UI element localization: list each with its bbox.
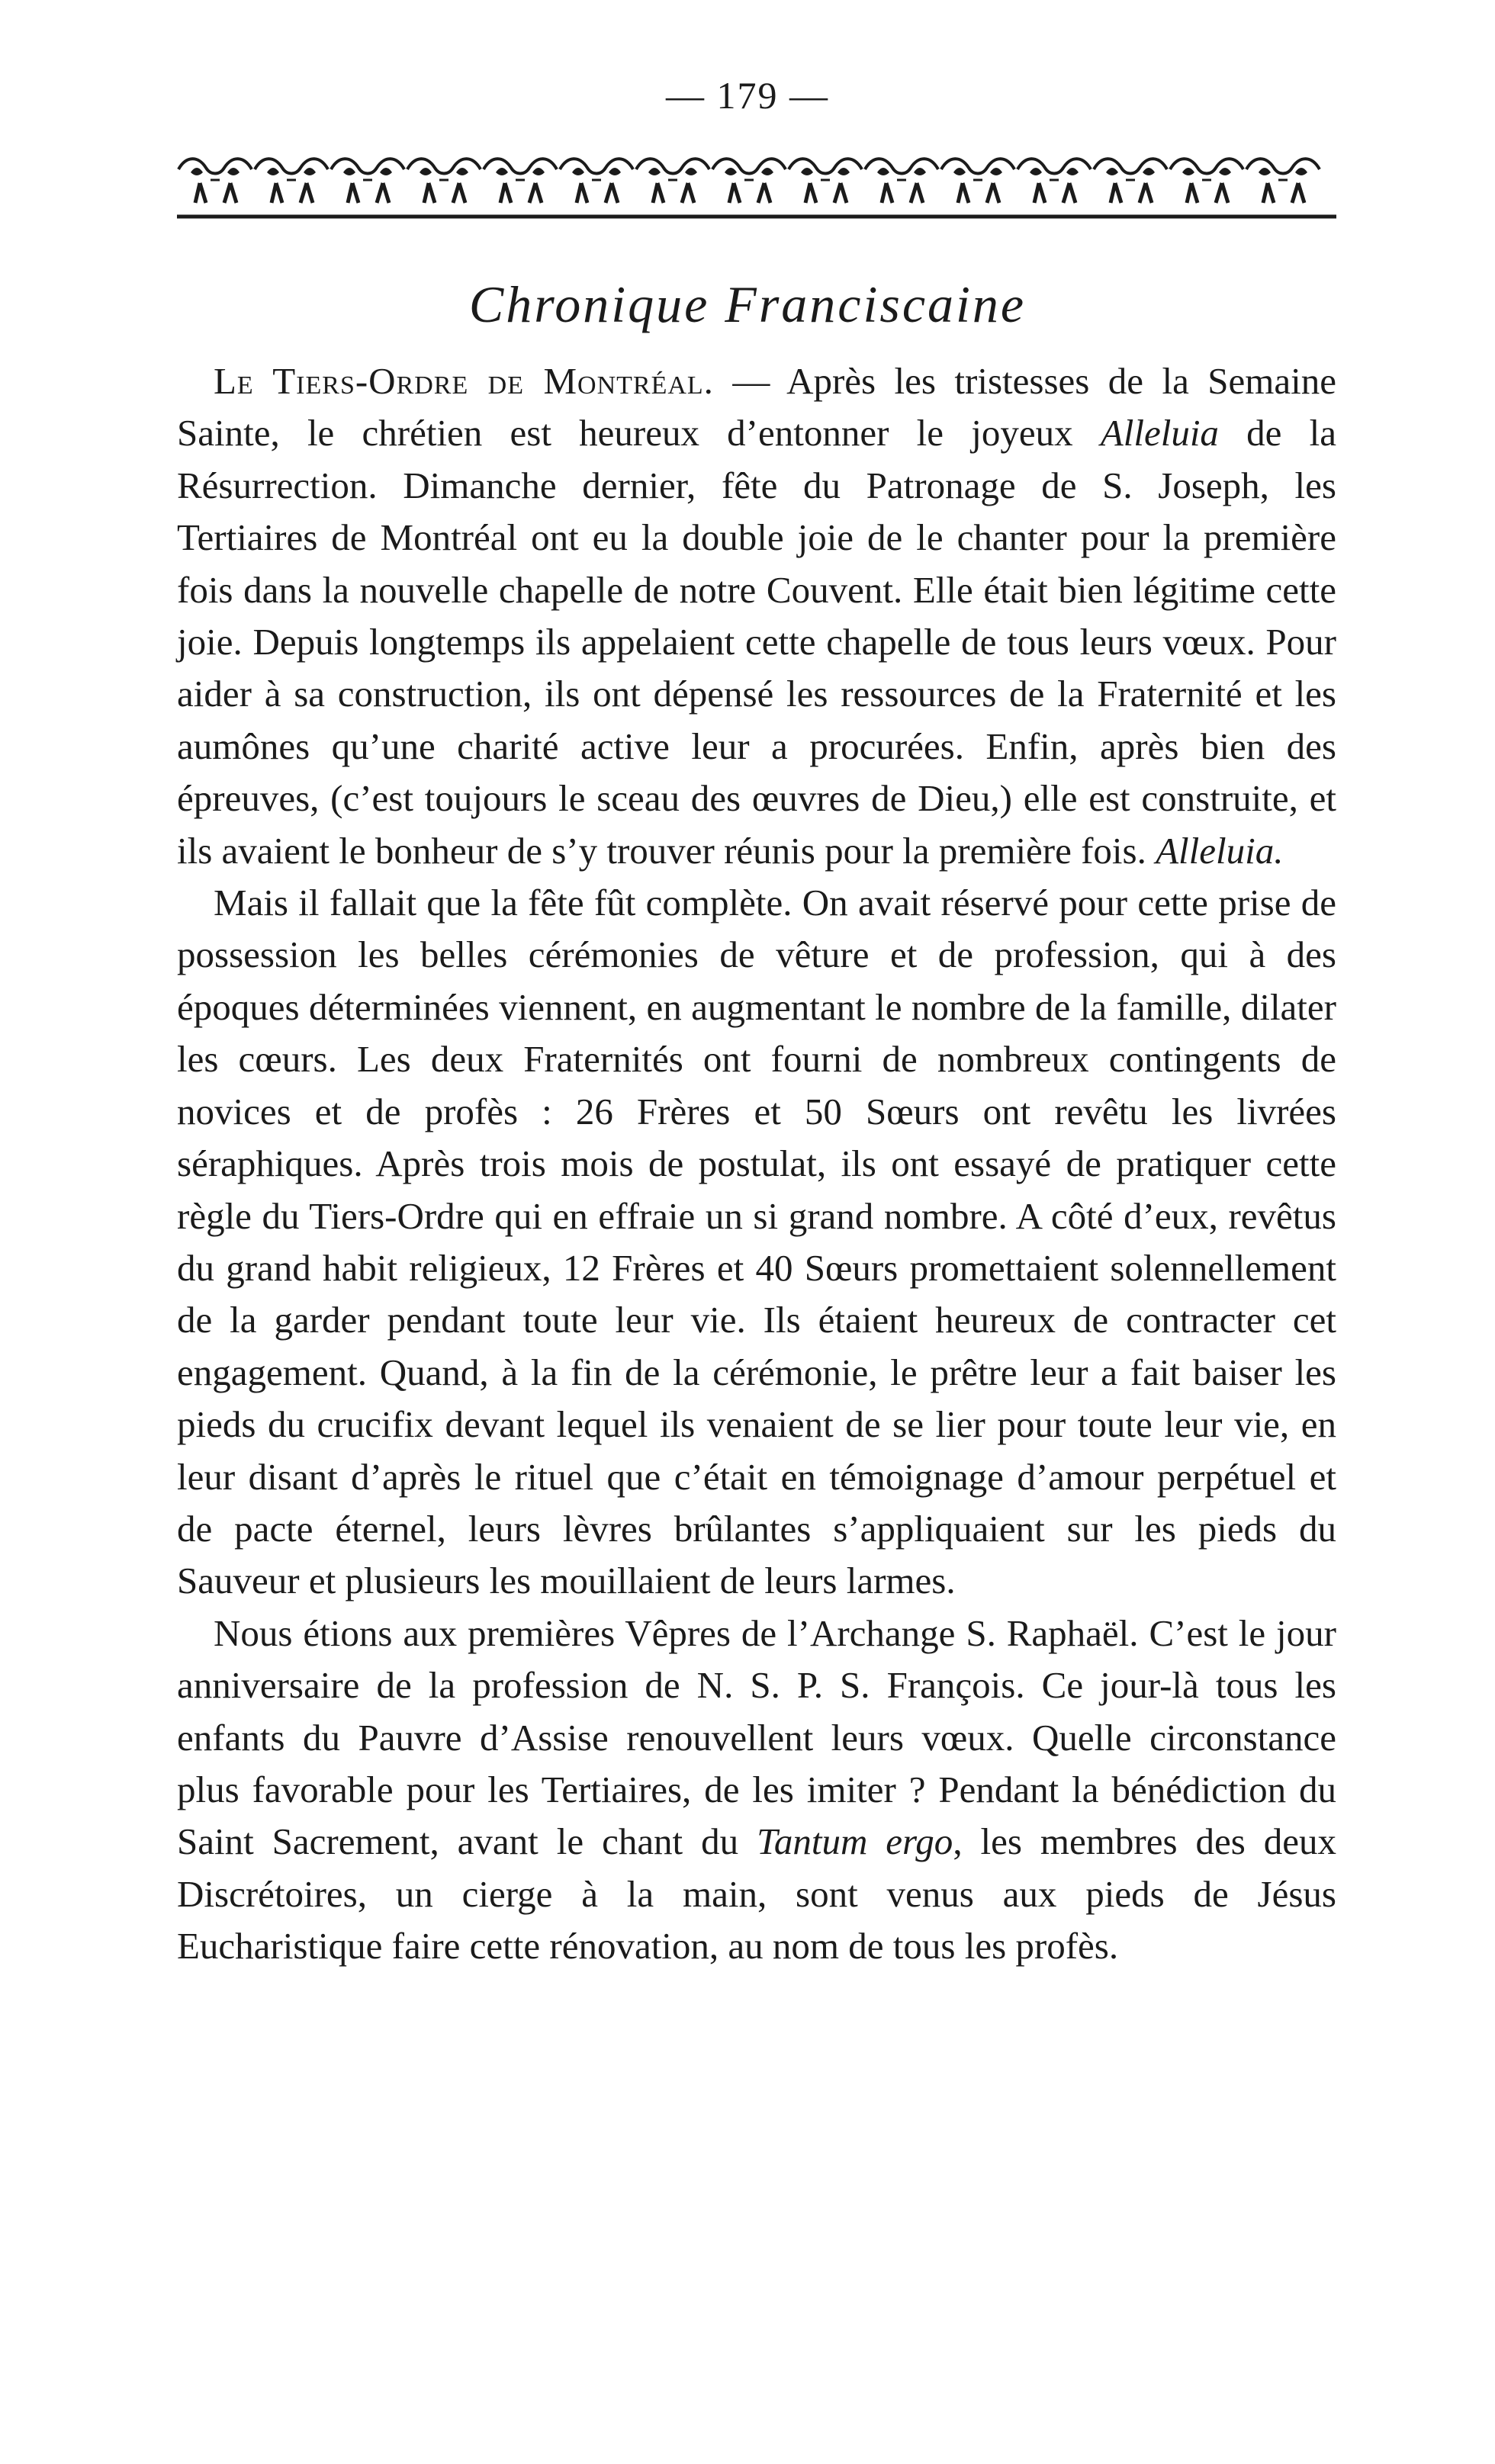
- tantum-ergo-italic: Tantum ergo: [757, 1820, 953, 1863]
- alleluia-closing-italic: Alleluia.: [1156, 829, 1284, 872]
- fleuron-band-ornament: [177, 153, 1336, 232]
- paragraph-3-text-b: , les membres des deux Discrétoires, un cierge à la main, sont venus aux pieds de Jésus Eucharistique faire cette rénovation, au nom de tous les profès.: [177, 1820, 1336, 1968]
- article-heading: Le Tiers-Ordre de Montréal.: [214, 360, 714, 402]
- paragraph-3: [177, 1608, 1336, 1973]
- section-title: Chronique Franciscaine: [468, 275, 1027, 333]
- page-number: — 179 —: [666, 74, 829, 117]
- paragraph-1-text-b: de la Résurrection. Dimanche dernier, fête du Patronage de S. Joseph, les Tertiaires de Montréal ont eu la double joie de le chanter pour la première fois dans la nouvelle chapelle de notre Couvent. Elle était bien légitime cette joie. Depuis longtemps ils appelaient cette chapelle de tous leurs vœux. Pour aider à sa construction, ils ont dépensé les ressources de la Fraternité et les aumônes qu’une charité active leur a procurées. Enfin, après bien des épreuves, (c’est toujours le sceau des œuvres de Dieu,) elle est construite, et ils avaient le bonheur de s’y trouver réunis pour la première fois.: [177, 412, 1336, 872]
- paragraph-2: Mais il fallait que la fête fût complète. On avait réservé pour cette prise de possession les belles cérémonies de vêture et de profession, qui à des époques déterminées viennent, en augmentant le nombre de la famille, dilater les cœurs. Les deux Fraternités ont fourni de nombreux contingents de novices et de profès : 26 Frères et 50 Sœurs ont revêtu les livrées séraphiques. Après trois mois de postulat, ils ont essayé de pratiquer cette règle du Tiers-Ordre qui en effraie un si grand nombre. A côté d’eux, revêtus du grand habit religieux, 12 Frères et 40 Sœurs promettaient solennellement de la garder pendant toute leur vie. Ils étaient heureux de contracter cet engagement. Quand, à la fin de la cérémonie, le prêtre leur a fait baiser les pieds du crucifix devant lequel ils venaient de se lier pour toute leur vie, en leur disant d’après le rituel que c’était en témoignage d’amour perpétuel et de pacte éternel, leurs lèvres brûlantes s’appliquaient sur les pieds du Sauveur et plusieurs les mouillaient de leurs larmes.: [177, 882, 1336, 1602]
- paragraph-1: [177, 355, 1336, 877]
- paragraph-3-text-a: Nous étions aux premières Vêpres de l’Archange S. Raphaël. C’est le jour anniversaire de la profession de N. S. P. S. François. Ce jour-là tous les enfants du Pauvre d’Assise renouvellent leurs vœux. Quelle circonstance plus favorable pour les Tertiaires, de les imiter ? Pendant la bénédiction du Saint Sacrement, avant le chant du: [177, 1611, 1336, 1863]
- article-body: [177, 355, 1336, 1973]
- alleluia-italic: Alleluia: [1100, 412, 1219, 455]
- paragraph-1-text-a: — Après les tristesses de la Semaine Sainte, le chrétien est heureux d’entonner le joyeux: [177, 360, 1337, 455]
